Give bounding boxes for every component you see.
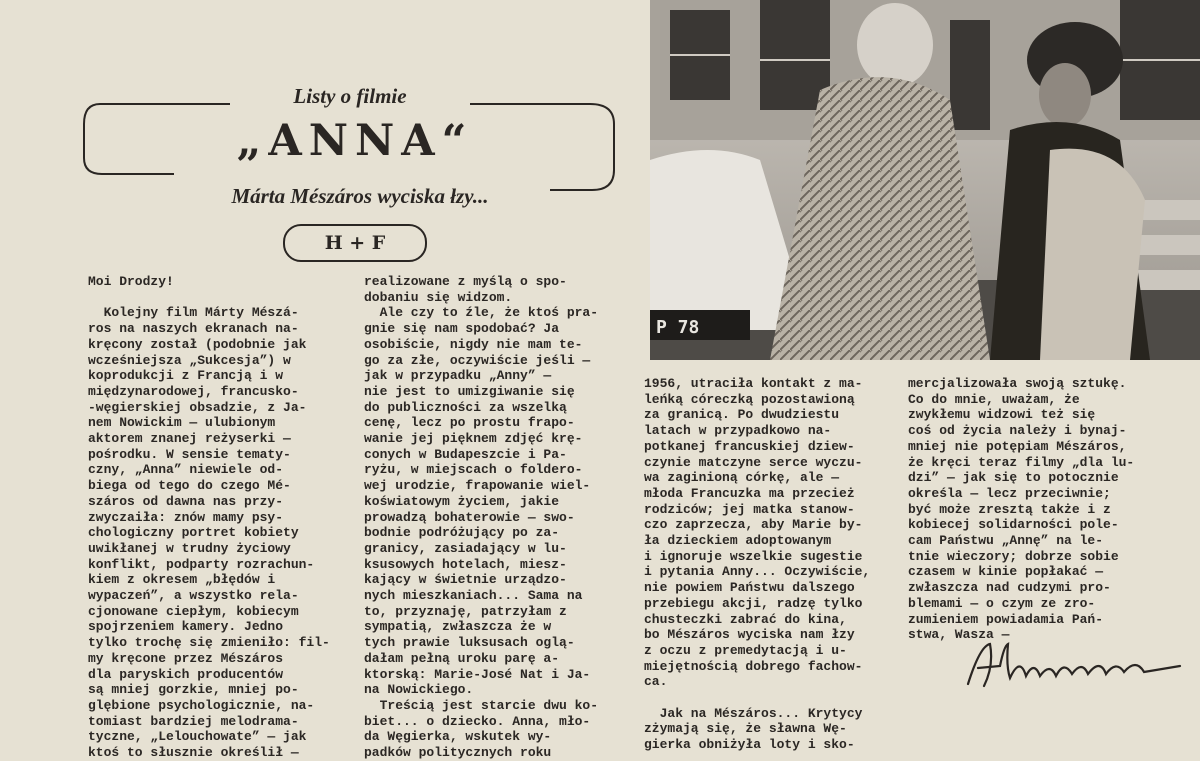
handwritten-signature xyxy=(960,636,1190,696)
text-column-2: realizowane z myślą o spo- dobaniu się widzom. Ale czy to źle, że ktoś pra- gnie się nam spodobać? Ja osobiście, nigdy nie mam te- go za złe, oczywiście jeśli — jak w przypadku „Anny” — nie jest to umizgiwanie się do publiczności za wszelką cenę, lecz po prostu frapo- wanie jej pięknem zdjęć krę- conych w Budapeszcie i Pa- ryżu, w miejscach o foldero- wej urodzie, frapowanie wiel- koświatowym życiem, jakie prowadzą bohaterowie — swo- bodnie podróżujący po za- granicy, zasiadający w lu- ksusowych hotelach, miesz- kający w świetnie urządzo- nych mieszkaniach... Sama na to, przyznaję, patrzyłam z sympatią, zwłaszcza że w tych prawie luksusach oglą- dałam pełną uroku parę a- ktorską: Marie-José Nat i Ja- na Nowickiego. Treścią jest starcie dwu ko- biet... o dziecko. Anna, mło- da Węgierka, wskutek wy- padków politycznych roku xyxy=(364,274,599,761)
film-still-illustration xyxy=(650,0,1200,360)
article-subtitle: Márta Mészáros wyciska łzy... xyxy=(231,184,489,208)
article-title: „ANNA“ xyxy=(236,116,474,166)
text-column-1: Moi Drodzy! Kolejny film Márty Mészá- ros na naszych ekranach na- kręcony został (podobnie jak wcześniejsza „Sukcesja”) w koprodukcji z Francją i w międzynarodowej, francusko- -węgierskiej obsadzie, z Ja- nem Nowickim — ulubionym aktorem znanej reżyserki — pośrodku. W sensie tematy- czny, „Anna” niewiele od- biega od tego do czego Mé- száros od dawna nas przy- zwyczaiła: znów mamy psy- chologiczny portret kobiety uwikłanej w trudny życiowy konflikt, podparty rozrachun- kiem z okresem „błędów i wypaczeń”, a wszystko rela- cjonowane ciepłym, kobiecym spojrzeniem kamery. Jedno tylko trochę się zmieniło: fil- my kręcone przez Mészáros dla paryskich producentów są mniej gorzkie, mniej po- glębione psychologicznie, na- tomiast bardziej melodrama- tyczne, „Lelouchowate” — jak ktoś to słusznie określił — xyxy=(88,274,330,761)
text-column-4: mercjalizowała swoją sztukę. Co do mnie, uważam, że zwykłemu widzowi też się coś od życia należy i bynaj- mniej nie potępiam Mészáros, że kręci teraz filmy „dla lu- dzi” — jak się to potocznie określa — lecz przeciwnie; być może zresztą także i z kobiecej solidarności pole- cam Państwu „Annę” na le- tnie wieczory; dobrze sobie czasem w kinie popłakać — zwłaszcza nad cudzymi pro- blemami — o czym ze zro- zumieniem powiadamia Pań- stwa, Wasza — xyxy=(908,376,1135,643)
text-column-3: 1956, utraciła kontakt z ma- leńką córeczką pozostawioną za granicą. Po dwudziestu latach w przypadkowo na- potkanej francuskiej dziew- czynie matczyne serce wyczu- wa zaginioną córkę, ale — młoda Francuzka ma przecież rodziców; jej matka stanow- czo zaprzecza, aby Marie by- ła dzieckiem adoptowanym i ignoruje wszelkie sugestie i pytania Anny... Oczywiście, nie powiem Państwu dalszego przebiegu akcji, radzę tylko chusteczki zabrać do kina, bo Mészáros wyciska nam łzy z oczu z premedytacją i u- miejętnością dobrego fachow- ca. Jak na Mészáros... Krytycy zżymają się, że sławna Wę- gierka obniżyła loty i sko- xyxy=(644,376,871,753)
article-kicker: Listy o filmie xyxy=(293,84,407,108)
car-license-plate: P 78 xyxy=(656,317,700,338)
author-initials-badge: H + F xyxy=(283,224,427,262)
film-still-photo xyxy=(650,0,1200,360)
